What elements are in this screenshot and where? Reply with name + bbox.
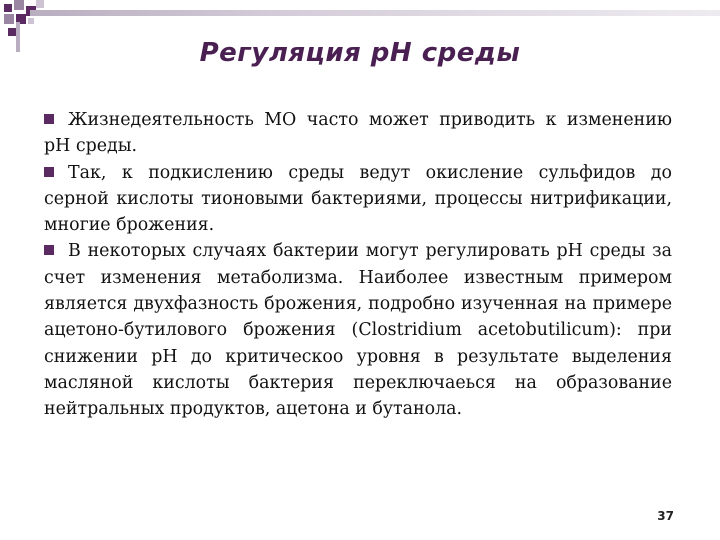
corner-decoration-square xyxy=(4,14,14,24)
header-decoration-bar xyxy=(30,10,720,16)
corner-decoration-square xyxy=(28,18,34,24)
corner-decoration-square xyxy=(14,0,24,10)
bullet-text: Так, к подкислению среды ведут окисление сульфидов до серной кислоты тионовыми бактериями, процессы нитрификации, многие брожения. xyxy=(44,162,672,236)
bullet-text: В некоторых случаях бактерии могут регулировать рН среды за счет изменения метаболизма. Наиболее известным примером является двухфазность брожения, подробно изученная на примере ацетоно-бутилового брожения (Clostridium acetobutilicum): при снижении рН до критическоо уровня в результате выделения масляной кислоты бактерия переключаеься на образование нейтральных продуктов, ацетона и бутанола. xyxy=(44,241,672,420)
bullet-item xyxy=(44,107,672,160)
slide-body xyxy=(44,107,672,423)
square-bullet-icon xyxy=(44,114,54,124)
slide-title: Регуляция рН среды xyxy=(199,38,521,68)
square-bullet-icon xyxy=(44,245,54,255)
page-number: 37 xyxy=(657,509,674,523)
bullet-text: Жизнедеятельность МО часто может приводить к изменению рН среды. xyxy=(44,110,672,157)
corner-decoration-square xyxy=(4,4,12,12)
square-bullet-icon xyxy=(44,167,54,177)
bullet-item xyxy=(44,160,672,239)
bullet-item xyxy=(44,238,672,422)
corner-decoration-square xyxy=(8,28,16,36)
corner-decoration-square xyxy=(36,0,44,8)
